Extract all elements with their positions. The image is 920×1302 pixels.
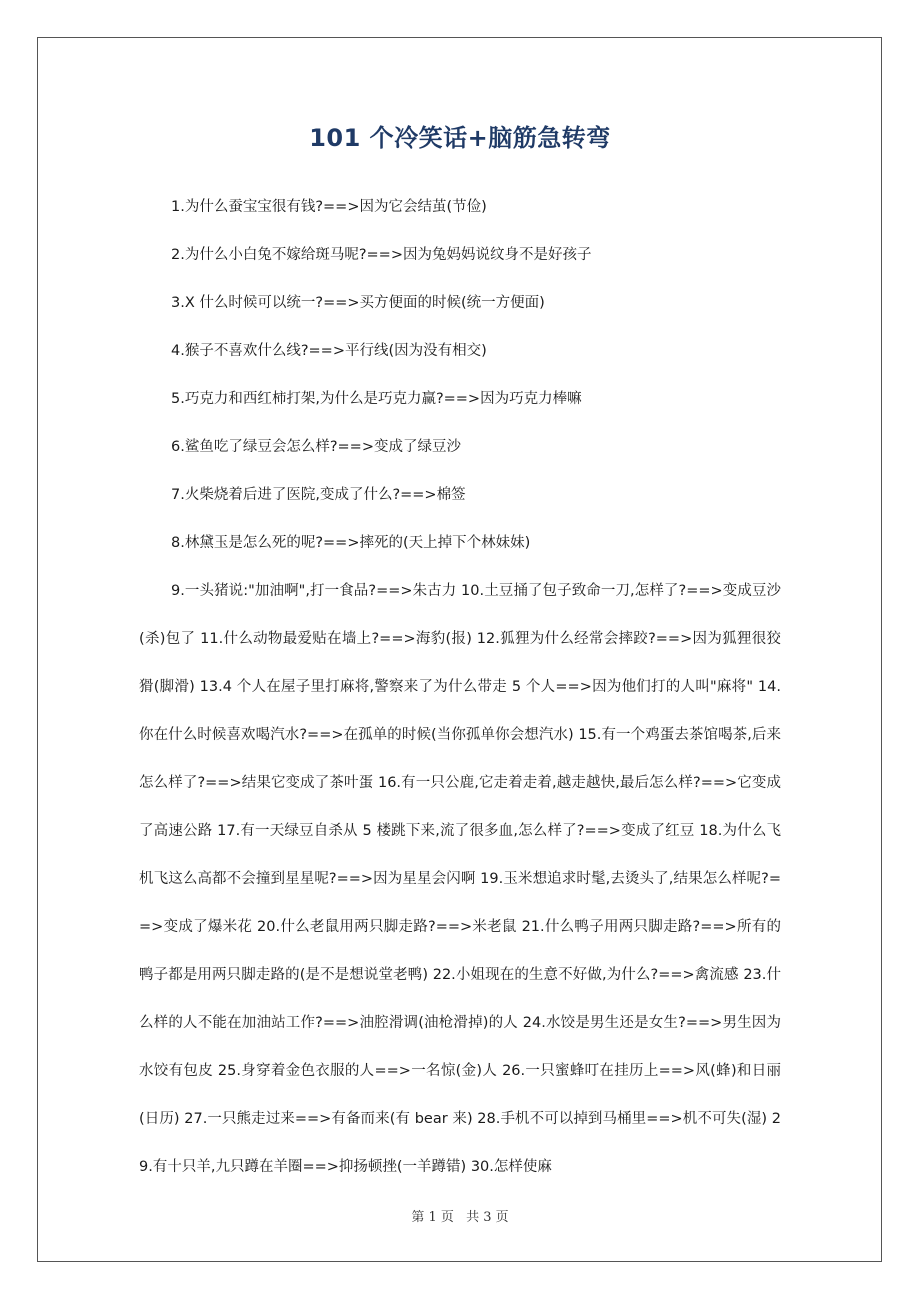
joke-item-8: 8.林黛玉是怎么死的呢?==>摔死的(天上掉下个林妹妹) (171, 535, 531, 551)
joke-item-2: 2.为什么小白兔不嫁给斑马呢?==>因为兔妈妈说纹身不是好孩子 (171, 247, 592, 263)
joke-paragraph: 9.一头猪说:"加油啊",打一食品?==>朱古力 10.土豆捅了包子致命一刀,怎样了?==>变成豆沙(杀)包了 11.什么动物最爱贴在墙上?==>海豹(报) 12.狐狸为什么经常会摔跤?==>因为狐狸很狡猾(脚滑) 13.4 个人在屋子里打麻将,警察来了为什么带走 5 个人==>因为他们打的人叫"麻将" 14.你在什么时候喜欢喝汽水?==>在孤单的时候(当你孤单你会想汽水) 15.有一个鸡蛋去茶馆喝茶,后来怎么样了?==>结果它变成了茶叶蛋 16.有一只公鹿,它走着走着,越走越快,最后怎么样?==>它变成了高速公路 17.有一天绿豆自杀从 5 楼跳下来,流了很多血,怎么样了?==>变成了红豆 18.为什么飞机飞这么高都不会撞到星星呢?==>因为星星会闪啊 19.玉米想追求时髦,去烫头了,结果怎么样呢?==>变成了爆米花 20.什么老鼠用两只脚走路?==>米老鼠 21.什么鸭子用两只脚走路?==>所有的鸭子都是用两只脚走路的(是不是想说堂老鸭) 22.小姐现在的生意不好做,为什么?==>禽流感 23.什么样的人不能在加油站工作?==>油腔滑调(油枪滑掉)的人 24.水饺是男生还是女生?==>男生因为水饺有包皮 25.身穿着金色衣服的人==>一名惊(金)人 26.一只蜜蜂叮在挂历上==>风(蜂)和日丽(日历) 27.一只熊走过来==>有备而来(有 bear 来) 28.手机不可以掉到马桶里==>机不可失(湿) 29.有十只羊,九只蹲在羊圈==>抑扬顿挫(一羊蹲错) 30.怎样使麻 (139, 583, 781, 1175)
page-footer (0, 1206, 920, 1225)
joke-item-6: 6.鲨鱼吃了绿豆会怎么样?==>变成了绿豆沙 (171, 439, 461, 455)
joke-item-1: 1.为什么蚕宝宝很有钱?==>因为它会结茧(节俭) (171, 199, 487, 215)
joke-item-4: 4.猴子不喜欢什么线?==>平行线(因为没有相交) (171, 343, 487, 359)
document-title: 101 个冷笑话+脑筋急转弯 (309, 124, 611, 152)
joke-item-5: 5.巧克力和西红柿打架,为什么是巧克力赢?==>因为巧克力棒嘛 (171, 391, 582, 407)
page-total: 共 3 页 (466, 1210, 509, 1225)
joke-item-3: 3.X 什么时候可以统一?==>买方便面的时候(统一方便面) (171, 295, 545, 311)
page-number: 第 1 页 (411, 1210, 454, 1225)
joke-list (139, 195, 781, 1191)
joke-item-7: 7.火柴烧着后进了医院,变成了什么?==>棉签 (171, 487, 466, 503)
